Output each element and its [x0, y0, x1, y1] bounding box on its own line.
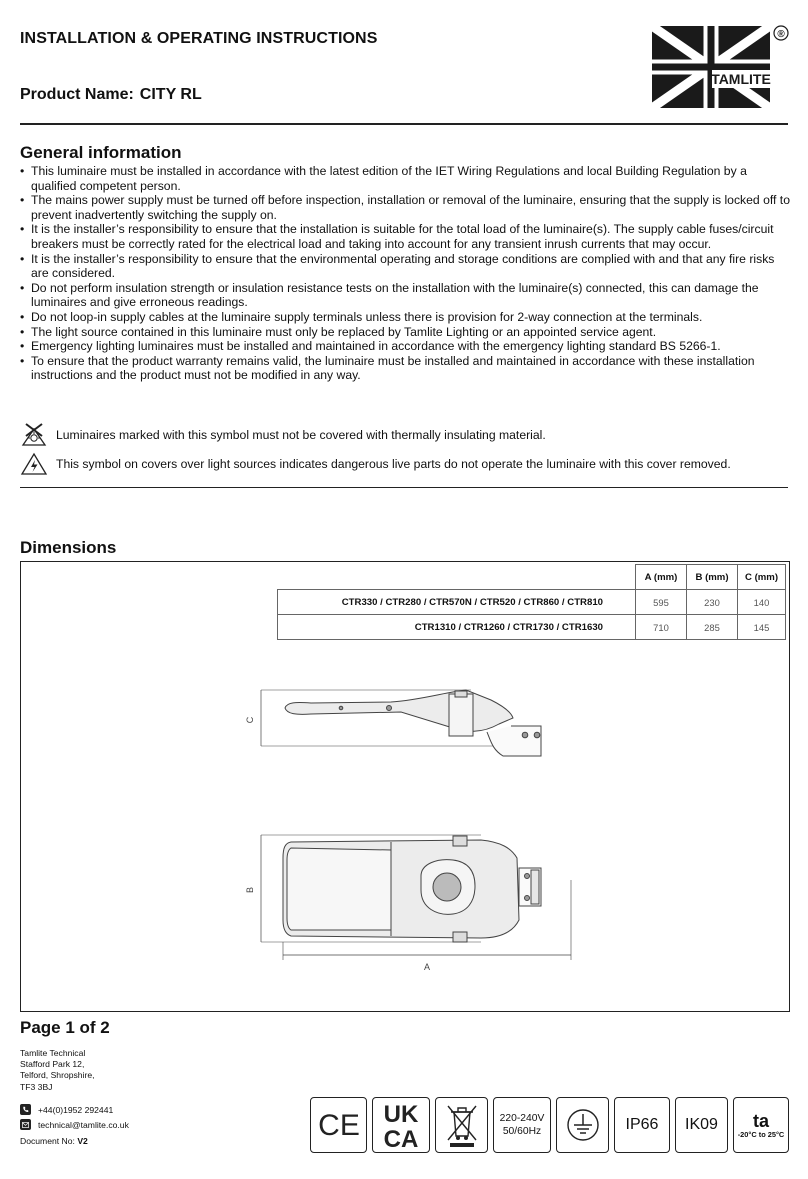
company-address	[20, 1048, 95, 1093]
ukca-top-text: UK	[383, 1101, 419, 1128]
tamlite-logo	[650, 24, 790, 114]
phone-number: +44(0)1952 292441	[38, 1104, 114, 1115]
email-address: technical@tamlite.co.uk	[38, 1119, 129, 1130]
list-item: • Emergency lighting luminaires must be installed and maintained in accordance with the emergency lighting standard BS 5266-1.	[20, 339, 790, 354]
model-list-cell: CTR1310 / CTR1260 / CTR1730 / CTR1630	[278, 615, 636, 640]
luminaire-dimension-drawing	[241, 680, 591, 990]
document-number-value: V2	[77, 1136, 88, 1146]
insulation-symbol-note	[20, 423, 546, 447]
earth-badge	[556, 1097, 609, 1153]
phone-icon	[20, 1104, 31, 1115]
section-divider	[20, 487, 788, 488]
insulation-note-text: Luminaires marked with this symbol must not be covered with thermally insulating material.	[56, 428, 546, 442]
ce-mark-badge	[310, 1097, 367, 1153]
list-item: • Do not perform insulation strength or insulation resistance tests on the installation with the luminaire(s) connected, this can damage the luminaires and give erroneous readings.	[20, 281, 790, 310]
general-information-list	[20, 164, 790, 383]
column-header-b: B (mm)	[687, 565, 738, 590]
registered-mark: ®	[777, 29, 785, 40]
ce-mark-text: CE	[317, 1110, 360, 1140]
dimensions-heading: Dimensions	[20, 538, 117, 557]
top-view-drawing	[261, 835, 541, 942]
dimension-b-cell: 230	[687, 590, 738, 615]
voltage-text: 220-240V	[499, 1113, 545, 1124]
document-number-label: Document No:	[20, 1136, 75, 1146]
list-item: • It is the installer’s responsibility to ensure that the environmental operating and storage conditions are complied with and that any fire risks are considered.	[20, 252, 790, 281]
logo-text: TAMLITE	[711, 71, 771, 87]
ta-symbol: ta	[752, 1110, 769, 1131]
list-item: • The light source contained in this luminaire must only be replaced by Tamlite Lighting or an appointed service agent.	[20, 325, 790, 340]
email-contact	[20, 1119, 129, 1130]
earth-ground-icon	[566, 1108, 600, 1142]
address-line: Stafford Park 12,	[20, 1059, 85, 1070]
email-icon	[20, 1119, 31, 1130]
dimension-b-cell: 285	[687, 615, 738, 640]
dimension-label-b: B	[245, 886, 255, 894]
document-title: INSTALLATION & OPERATING INSTRUCTIONS	[20, 30, 378, 47]
list-item: • Do not loop-in supply cables at the luminaire supply terminals unless there is provision for 2-way connection at the terminals.	[20, 310, 790, 325]
list-item: • This luminaire must be installed in accordance with the latest edition of the IET Wiring Regulations and local Building Regulation by a qualified competent person.	[20, 164, 790, 193]
side-view-drawing	[261, 690, 541, 756]
ta-range: -20°C to 25°C	[737, 1129, 785, 1139]
live-parts-symbol-note	[20, 452, 731, 476]
page-number: Page 1 of 2	[20, 1018, 110, 1037]
no-insulation-cover-icon	[20, 423, 48, 447]
dimension-c-cell: 140	[738, 590, 786, 615]
certification-badges	[310, 1097, 789, 1153]
product-name-row	[20, 86, 202, 104]
address-line: Tamlite Technical	[20, 1048, 86, 1058]
general-information-heading: General information	[20, 143, 182, 162]
product-name-value: CITY RL	[139, 86, 202, 103]
ambient-temperature-badge	[733, 1097, 789, 1153]
frequency-text: 50/60Hz	[502, 1126, 542, 1137]
live-parts-note-text: This symbol on covers over light sources indicates dangerous live parts do not operate the luminaire with this cover removed.	[56, 457, 731, 471]
dimension-label-a: A	[423, 962, 431, 972]
header-divider	[20, 123, 788, 125]
model-list-cell: CTR330 / CTR280 / CTR570N / CTR520 / CTR860 / CTR810	[278, 590, 636, 615]
list-item: • To ensure that the product warranty remains valid, the luminaire must be installed and maintained in accordance with these installation instructions and the product must not be modified in any way.	[20, 354, 790, 383]
ip-rating-badge: IP66	[614, 1097, 670, 1153]
column-header-a: A (mm)	[636, 565, 687, 590]
table-header-row	[278, 565, 786, 590]
table-row	[278, 590, 786, 615]
list-item: • The mains power supply must be turned off before inspection, installation or removal of the luminaire, ensuring that the supply is locked off to prevent inadvertently switching the supply on.	[20, 193, 790, 222]
ik-rating-badge: IK09	[675, 1097, 728, 1153]
address-line: Telford, Shropshire,	[20, 1070, 95, 1081]
ukca-mark-badge	[372, 1097, 430, 1153]
product-name-label: Product Name:	[20, 86, 134, 103]
weee-badge	[435, 1097, 488, 1153]
ukca-bottom-text: CA	[383, 1126, 419, 1150]
phone-contact	[20, 1104, 113, 1115]
column-header-c: C (mm)	[738, 565, 786, 590]
address-line: TF3 3BJ	[20, 1081, 53, 1092]
document-number	[20, 1136, 88, 1146]
live-parts-warning-icon	[20, 452, 48, 476]
dimension-a-cell: 710	[636, 615, 687, 640]
dimensions-panel	[20, 561, 790, 1012]
voltage-badge	[493, 1097, 551, 1153]
dimension-label-c: C	[245, 716, 255, 724]
weee-bin-icon	[444, 1102, 480, 1148]
list-item: • It is the installer’s responsibility to ensure that the installation is suitable for the total load of the luminaire(s). The supply cable fuses/circuit breakers must be correctly rated for the electrical load and taking into account for any transient inrush currents that may occur.	[20, 222, 790, 251]
dimensions-table	[277, 564, 786, 640]
dimension-c-cell: 145	[738, 615, 786, 640]
dimension-a-cell: 595	[636, 590, 687, 615]
table-row	[278, 615, 786, 640]
